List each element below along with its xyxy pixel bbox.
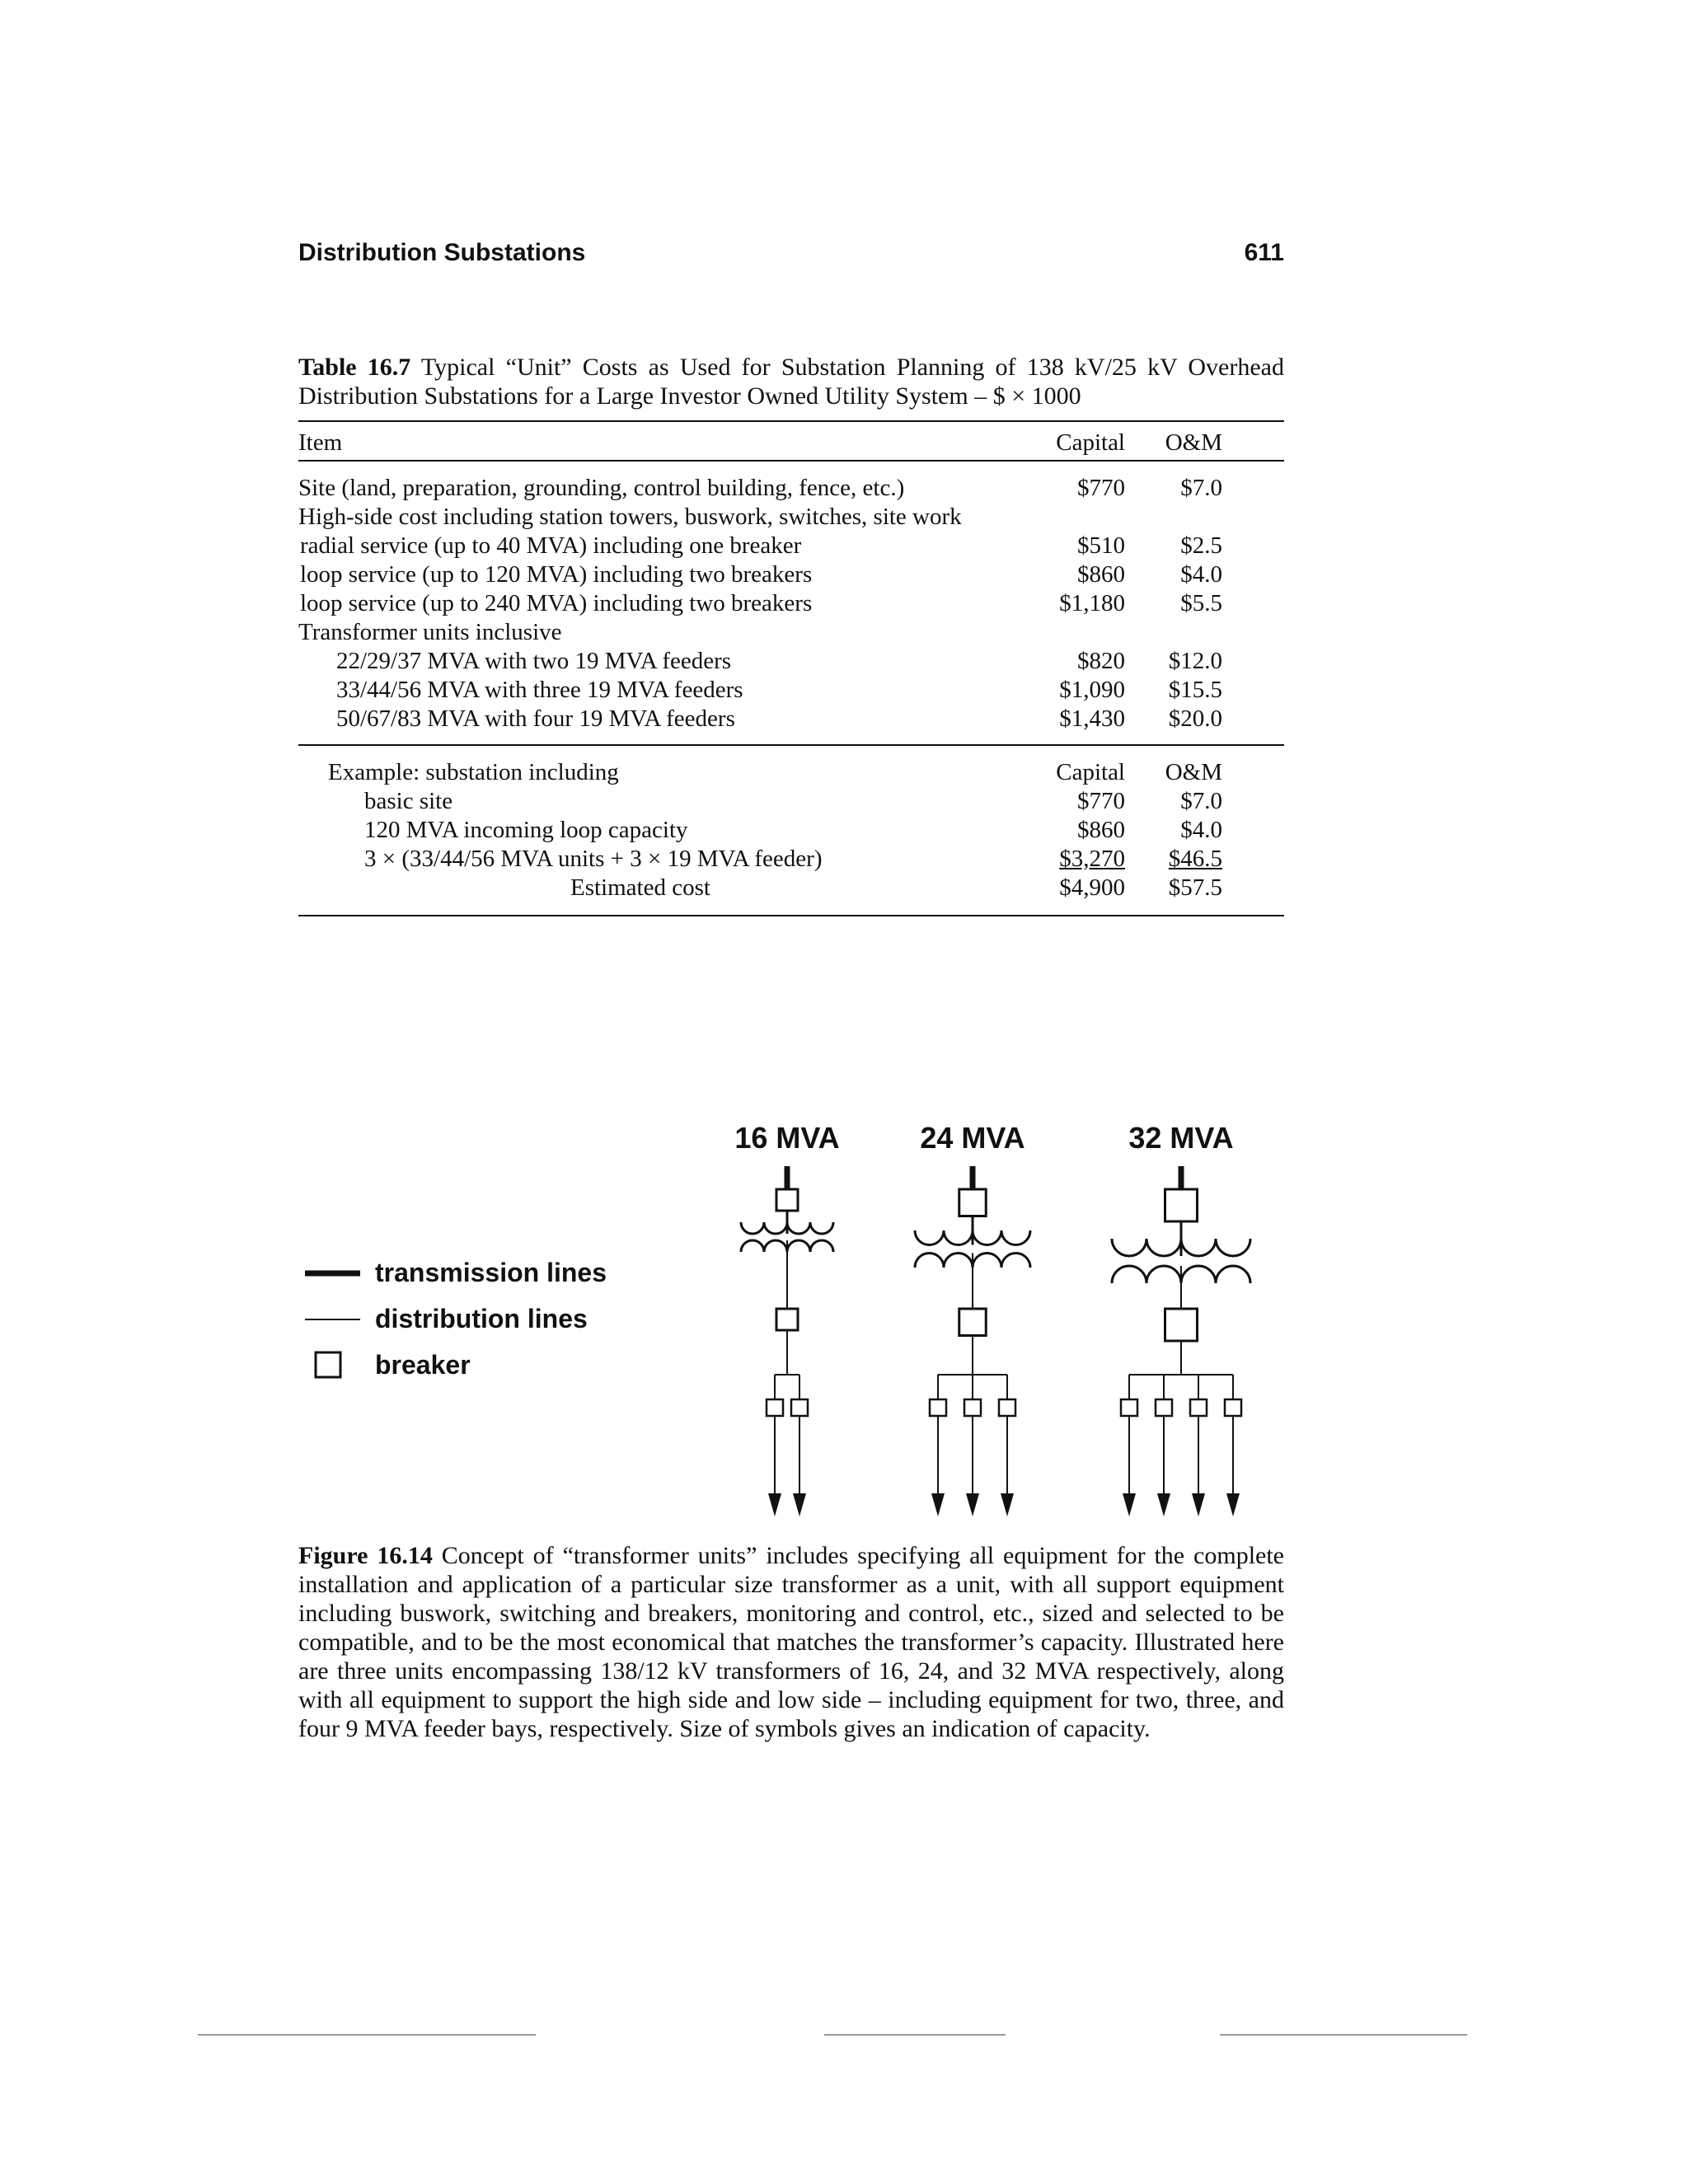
- example-row: [298, 816, 1284, 845]
- table-row: [298, 676, 1284, 705]
- unit-title-16mva: 16 MVA: [734, 1121, 840, 1155]
- row-om: $12.0: [1168, 648, 1222, 674]
- row-item: High-side cost including station towers, buswork, switches, site work: [298, 504, 962, 530]
- transformer-secondary-winding: [915, 1254, 1030, 1268]
- table-row: [298, 647, 1284, 676]
- example-total-capital: $4,900: [1059, 874, 1125, 901]
- row-capital: $1,180: [1059, 590, 1125, 616]
- page-number: 611: [1244, 239, 1284, 266]
- transformer-primary-winding: [741, 1222, 833, 1234]
- table-header-rule: [298, 460, 1284, 462]
- example-heading: Example: substation including: [328, 759, 619, 785]
- feeder-arrow: [768, 1493, 781, 1516]
- feeder-breaker: [791, 1399, 808, 1416]
- feeder-arrow: [793, 1493, 806, 1516]
- table-top-rule: [298, 420, 1284, 422]
- scan-artifact-line: [1220, 2034, 1467, 2036]
- example-total-om: $57.5: [1168, 874, 1222, 901]
- low-side-breaker: [959, 1309, 987, 1336]
- units-group: [741, 1166, 1250, 1516]
- feeder-breaker: [1156, 1399, 1172, 1416]
- row-capital: $860: [1077, 561, 1125, 588]
- feeder-arrow: [1192, 1493, 1205, 1516]
- table-row: [298, 532, 1284, 560]
- table-row: [298, 560, 1284, 589]
- unit-title-24mva: 24 MVA: [920, 1121, 1025, 1155]
- example-row: [298, 787, 1284, 816]
- col-header-item: Item: [298, 429, 343, 456]
- feeder-arrow: [966, 1493, 979, 1516]
- row-item: 50/67/83 MVA with four 19 MVA feeders: [336, 705, 735, 732]
- example-total-label: Estimated cost: [570, 874, 710, 901]
- table-label: Table 16.7: [298, 354, 411, 381]
- high-side-breaker: [959, 1189, 987, 1216]
- row-capital: $510: [1077, 532, 1125, 559]
- feeder-arrow: [931, 1493, 945, 1516]
- transformer-primary-winding: [1112, 1239, 1250, 1256]
- example-row: [298, 845, 1284, 874]
- high-side-breaker: [1165, 1189, 1198, 1221]
- figure-caption: [298, 1541, 1284, 1743]
- table-row: [298, 589, 1284, 618]
- row-capital: $770: [1077, 475, 1125, 501]
- table-row: [298, 705, 1284, 733]
- example-total-row: [298, 874, 1284, 902]
- table-caption-text: Typical “Unit” Costs as Used for Substation Planning of 138 kV/25 kV Overhead Distribution Substations for a Large Investor Owned Utility System – $ × 1000: [298, 354, 1284, 410]
- table-row: [298, 503, 1284, 532]
- figure-caption-text: Concept of “transformer units” includes specifying all equipment for the complete installation and application of a particular size transformer as a unit, with all support equipment including buswork, switching and breakers, monitoring and control, etc., sized and selected to be compatible, and to be the most economical that matches the transformer’s capacity. Illustrated here are three units encompassing 138/12 kV transformers of 16, 24, and 32 MVA respectively, along with all equipment to support the high side and low side – including equipment for two, three, and four 9 MVA feeder bays, respectively. Size of symbols gives an indication of capacity.: [298, 1542, 1284, 1742]
- row-om: $2.5: [1180, 532, 1222, 559]
- example-om: $46.5: [1168, 846, 1222, 872]
- scan-artifact-line: [824, 2034, 1006, 2036]
- legend-distribution-label: distribution lines: [375, 1304, 588, 1333]
- example-col-capital: Capital: [1056, 759, 1125, 785]
- col-header-capital: Capital: [1056, 429, 1125, 456]
- example-top-rule: [298, 744, 1284, 746]
- feeder-breaker: [767, 1399, 783, 1416]
- row-item: Site (land, preparation, grounding, control building, fence, etc.): [298, 475, 905, 501]
- example-header-row: [298, 758, 1284, 787]
- transformer-primary-winding: [915, 1230, 1030, 1245]
- feeder-breaker: [999, 1399, 1015, 1416]
- example-om: $7.0: [1180, 788, 1222, 814]
- example-capital: $770: [1077, 788, 1125, 814]
- row-item: radial service (up to 40 MVA) including one breaker: [300, 532, 802, 559]
- high-side-breaker: [776, 1189, 798, 1211]
- feeder-breaker: [1190, 1399, 1207, 1416]
- transformer-secondary-winding: [741, 1240, 833, 1252]
- feeder-breaker: [1225, 1399, 1241, 1416]
- row-item: Transformer units inclusive: [298, 619, 562, 645]
- feeder-breaker: [930, 1399, 946, 1416]
- table-row: [298, 618, 1284, 647]
- example-item: 120 MVA incoming loop capacity: [364, 817, 688, 843]
- feeder-arrow: [1001, 1493, 1014, 1516]
- example-om: $4.0: [1180, 817, 1222, 843]
- legend-breaker-swatch: [316, 1352, 340, 1377]
- row-item: loop service (up to 120 MVA) including two breakers: [300, 561, 813, 588]
- table-row: [298, 474, 1284, 503]
- running-header-title: Distribution Substations: [298, 239, 586, 266]
- table-bottom-rule: [298, 915, 1284, 916]
- row-om: $15.5: [1168, 677, 1222, 703]
- figure-label: Figure 16.14: [298, 1542, 433, 1569]
- example-col-om: O&M: [1165, 759, 1222, 785]
- row-capital: $820: [1077, 648, 1125, 674]
- scan-artifact-line: [198, 2034, 536, 2036]
- example-item: 3 × (33/44/56 MVA units + 3 × 19 MVA feeder): [364, 846, 823, 872]
- feeder-breaker: [1121, 1399, 1137, 1416]
- row-item: 33/44/56 MVA with three 19 MVA feeders: [336, 677, 743, 703]
- low-side-breaker: [1165, 1309, 1198, 1341]
- row-item: loop service (up to 240 MVA) including two breakers: [300, 590, 813, 616]
- feeder-breaker: [964, 1399, 981, 1416]
- legend-transmission-label: transmission lines: [375, 1258, 607, 1287]
- table-header-row: [298, 429, 1284, 457]
- example-capital: $860: [1077, 817, 1125, 843]
- feeder-arrow: [1123, 1493, 1136, 1516]
- example-capital: $3,270: [1059, 846, 1125, 872]
- row-capital: $1,430: [1059, 705, 1125, 732]
- row-om: $20.0: [1168, 705, 1222, 732]
- low-side-breaker: [776, 1309, 798, 1330]
- col-header-om: O&M: [1165, 429, 1222, 456]
- table-caption: [298, 353, 1284, 410]
- legend-breaker-label: breaker: [375, 1350, 471, 1380]
- row-om: $4.0: [1180, 561, 1222, 588]
- feeder-arrow: [1157, 1493, 1170, 1516]
- row-om: $5.5: [1180, 590, 1222, 616]
- transformer-secondary-winding: [1112, 1266, 1250, 1283]
- row-om: $7.0: [1180, 475, 1222, 501]
- feeder-arrow: [1226, 1493, 1240, 1516]
- example-item: basic site: [364, 788, 453, 814]
- row-capital: $1,090: [1059, 677, 1125, 703]
- unit-title-32mva: 32 MVA: [1128, 1121, 1234, 1155]
- row-item: 22/29/37 MVA with two 19 MVA feeders: [336, 648, 732, 674]
